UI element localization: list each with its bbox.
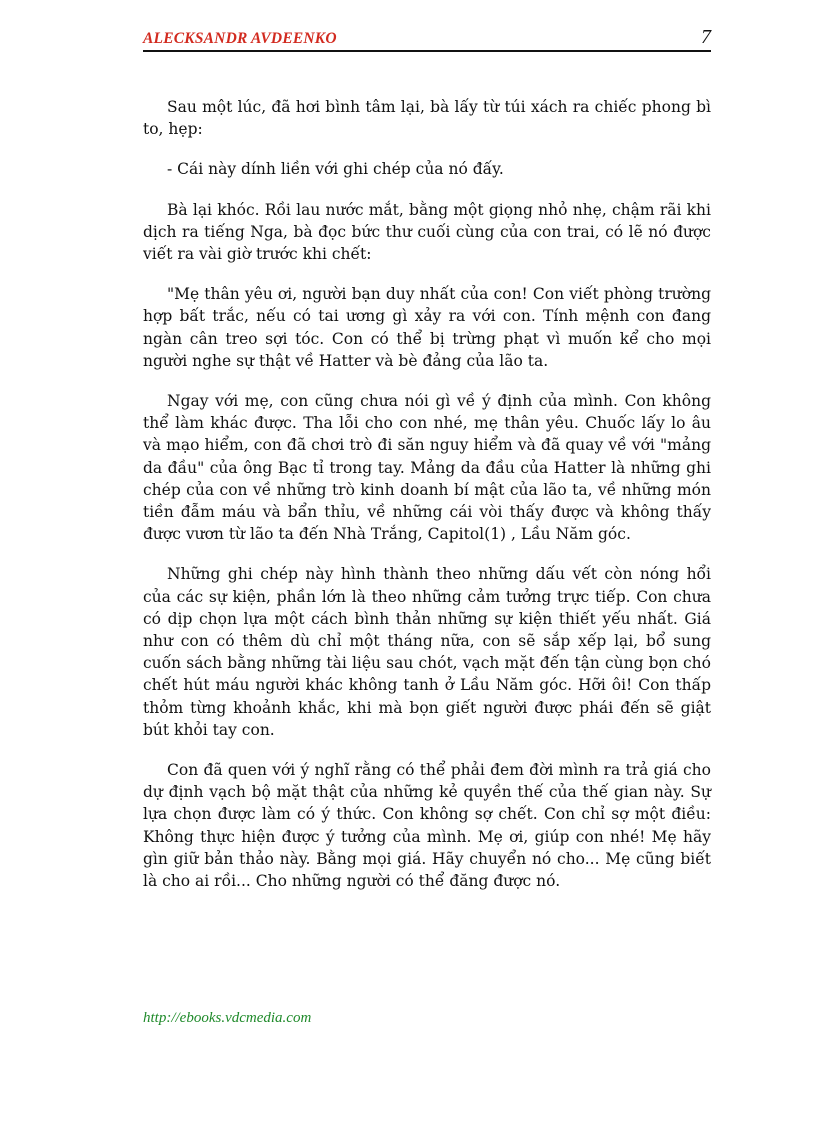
footer-link[interactable]: http://ebooks.vdcmedia.com [143, 1010, 312, 1026]
body-text [143, 96, 711, 910]
paragraph-7: Con đã quen với ý nghĩ rằng có thể phải đem đời mình ra trả giá cho dự định vạch bộ mặt thật của những kẻ quyền thế của thế gian này. Sự lựa chọn được làm có ý thức. Con không sợ chết. Con chỉ sợ một điều: Không thực hiện được ý tưởng của mình. Mẹ ơi, giúp con nhé! Mẹ hãy gìn giữ bản thảo này. Bằng mọi giá. Hãy chuyển nó cho... Mẹ cũng biết là cho ai rồi... Cho những người có thể đăng được nó. [143, 761, 711, 891]
paragraph-1: Sau một lúc, đã hơi bình tâm lại, bà lấy từ túi xách ra chiếc phong bì to, hẹp: [143, 98, 711, 139]
paragraph-4: "Mẹ thân yêu ơi, người bạn duy nhất của con! Con viết phòng trường hợp bất trắc, nếu có tai ương gì xảy ra với con. Tính mệnh con đang ngàn cân treo sợi tóc. Con có thể bị trừng phạt vì muốn kể cho mọi người nghe sự thật về Hatter và bè đảng của lão ta. [143, 285, 711, 370]
paragraph-5: Ngay với mẹ, con cũng chưa nói gì về ý định của mình. Con không thể làm khác được. Tha lỗi cho con nhé, mẹ thân yêu. Chuốc lấy lo âu và mạo hiểm, con đã chơi trò đi săn nguy hiểm và đã quay về với "mảng da đầu" của ông Bạc tỉ trong tay. Mảng da đầu của Hatter là những ghi chép của con về những trò kinh doanh bí mật của lão ta, về những món tiền đẫm máu và bẩn thỉu, về những cái vòi thấy được và không thấy được vươn từ lão ta đến Nhà Trắng, Capitol(1) , Lầu Năm góc. [143, 392, 711, 544]
paragraph-3: Bà lại khóc. Rồi lau nước mắt, bằng một giọng nhỏ nhẹ, chậm rãi khi dịch ra tiếng Nga, bà đọc bức thư cuối cùng của con trai, có lẽ nó được viết ra vài giờ trước khi chết: [143, 200, 711, 264]
page-number: 7 [701, 26, 711, 48]
header-author: ALECKSANDR AVDEENKO [143, 30, 337, 47]
page-header [143, 28, 711, 52]
paragraph-6: Những ghi chép này hình thành theo những dấu vết còn nóng hổi của các sự kiện, phần lớn là theo những cảm tưởng trực tiếp. Con chưa có dịp chọn lựa một cách bình thản những sự kiện thiết yếu nhất. Giá như con có thêm dù chỉ một tháng nữa, con sẽ sắp xếp lại, bổ sung cuốn sách bằng những tài liệu sau chót, vạch mặt đến tận cùng bọn chó chết hút máu người khác không tanh ở Lầu Năm góc. Hỡi ôi! Con thấp thỏm từng khoảnh khắc, khi mà bọn giết người được phái đến sẽ giật bút khỏi tay con. [143, 565, 711, 739]
paragraph-2: - Cái này dính liền với ghi chép của nó đấy. [167, 160, 504, 179]
